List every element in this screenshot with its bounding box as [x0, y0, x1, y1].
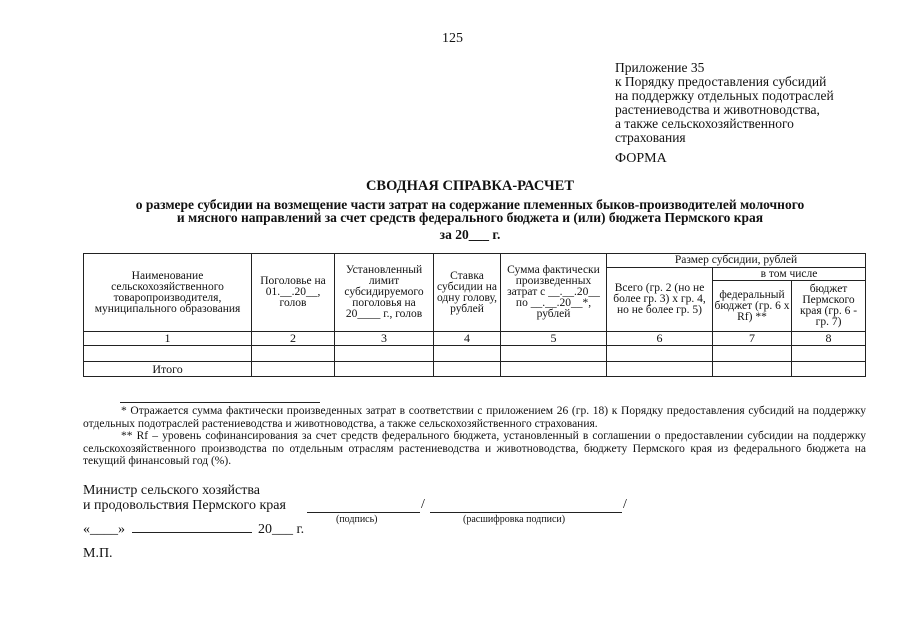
table-cell — [713, 362, 792, 377]
header-name: Наименование сельскохозяйственного товаропроизводителя, муниципального образования — [84, 254, 252, 332]
decoding-slash: / — [623, 497, 627, 512]
column-number: 7 — [713, 332, 792, 346]
column-number-row — [84, 332, 866, 346]
appendix-line: к Порядку предоставления субсидий — [615, 74, 827, 89]
table-cell — [335, 362, 434, 377]
appendix-line: Приложение 35 — [615, 60, 705, 75]
table-cell — [607, 362, 713, 377]
total-label: Итого — [84, 362, 252, 377]
document-title: СВОДНАЯ СПРАВКА-РАСЧЕТ — [365, 178, 575, 194]
table-cell — [501, 346, 607, 362]
decoding-line — [430, 512, 622, 513]
header-federal: федеральный бюджет (гр. 6 х Rf) ** — [713, 281, 792, 332]
total-row — [84, 362, 866, 377]
table-cell — [84, 346, 252, 362]
table-cell — [252, 346, 335, 362]
date-month-blank — [132, 532, 252, 533]
table-cell — [792, 346, 866, 362]
header-limit: Установленный лимит субсидируемого поголовья на 20____ г., голов — [335, 254, 434, 332]
appendix-line: а также сельскохозяйственного — [615, 116, 794, 131]
footnote-1: * Отражается сумма фактически произведенных затрат в соответствии с приложением 26 (гр. 18) к Порядку предоставления субсидий на поддержку отдельных подотраслей растениеводства и животноводства, а также сельскохозяйственного страхования. — [83, 405, 866, 430]
table-cell — [434, 362, 501, 377]
decoding-caption: (расшифровка подписи) — [463, 514, 566, 525]
column-number: 6 — [607, 332, 713, 346]
header-including: в том числе — [713, 268, 866, 281]
subtitle-line-2: и мясного направлений за счет средств федерального бюджета и (или) бюджета Пермского края — [176, 210, 764, 225]
appendix-line: растениеводства и животноводства, — [615, 102, 820, 117]
date-day: «____» — [83, 522, 125, 537]
page-number: 125 — [442, 31, 463, 46]
calculation-table — [83, 253, 866, 377]
column-number: 1 — [84, 332, 252, 346]
footnote-divider — [120, 402, 320, 403]
form-label: ФОРМА — [615, 151, 667, 166]
column-number: 3 — [335, 332, 434, 346]
signature-line — [307, 512, 420, 513]
stamp-place: М.П. — [83, 546, 113, 561]
signer-title-line-2: и продовольствия Пермского края — [83, 498, 286, 513]
header-regional: бюджет Пермского края (гр. 6 - гр. 7) — [792, 281, 866, 332]
subtitle-year: за 20___ г. — [439, 227, 501, 242]
document-subtitle — [40, 198, 900, 224]
signature-slash: / — [421, 497, 425, 512]
header-subsidy-group: Размер субсидии, рублей — [607, 254, 866, 268]
column-number: 4 — [434, 332, 501, 346]
appendix-line: страхования — [615, 130, 686, 145]
subtitle-line-1: о размере субсидии на возмещение части затрат на содержание племенных быков-производителей молочного — [135, 197, 805, 212]
table-cell — [434, 346, 501, 362]
column-number: 8 — [792, 332, 866, 346]
header-rate: Ставка субсидии на одну голову, рублей — [434, 254, 501, 332]
date-year: 20___ г. — [258, 522, 305, 537]
table-cell — [713, 346, 792, 362]
table-cell — [607, 346, 713, 362]
footnotes — [83, 405, 866, 468]
table-row — [84, 346, 866, 362]
column-number: 5 — [501, 332, 607, 346]
appendix-block — [615, 61, 834, 145]
header-costs: Сумма фактически произведенных затрат с __.__.20__ по __.__.20__*, рублей — [501, 254, 607, 332]
header-total: Всего (гр. 2 (но не более гр. 3) х гр. 4, но не более гр. 5) — [607, 268, 713, 332]
appendix-line: на поддержку отдельных подотраслей — [615, 88, 834, 103]
footnote-2: ** Rf – уровень софинансирования за счет средств федерального бюджета, установленный в соглашении о предоставлении субсидии на поддержку сельскохозяйственного производства по отдельным отраслям растениеводства и животноводства, бюджету Пермского края из федерального бюджета на текущий финансовый год (%). — [83, 430, 866, 468]
date-line — [83, 522, 304, 538]
header-livestock: Поголовье на 01.__.20__, голов — [252, 254, 335, 332]
signature-caption: (подпись) — [336, 514, 378, 525]
signer-block — [83, 483, 286, 513]
signer-title-line-1: Министр сельского хозяйства — [83, 483, 260, 498]
table-cell — [792, 362, 866, 377]
table-cell — [252, 362, 335, 377]
table-cell — [501, 362, 607, 377]
table-cell — [335, 346, 434, 362]
column-number: 2 — [252, 332, 335, 346]
